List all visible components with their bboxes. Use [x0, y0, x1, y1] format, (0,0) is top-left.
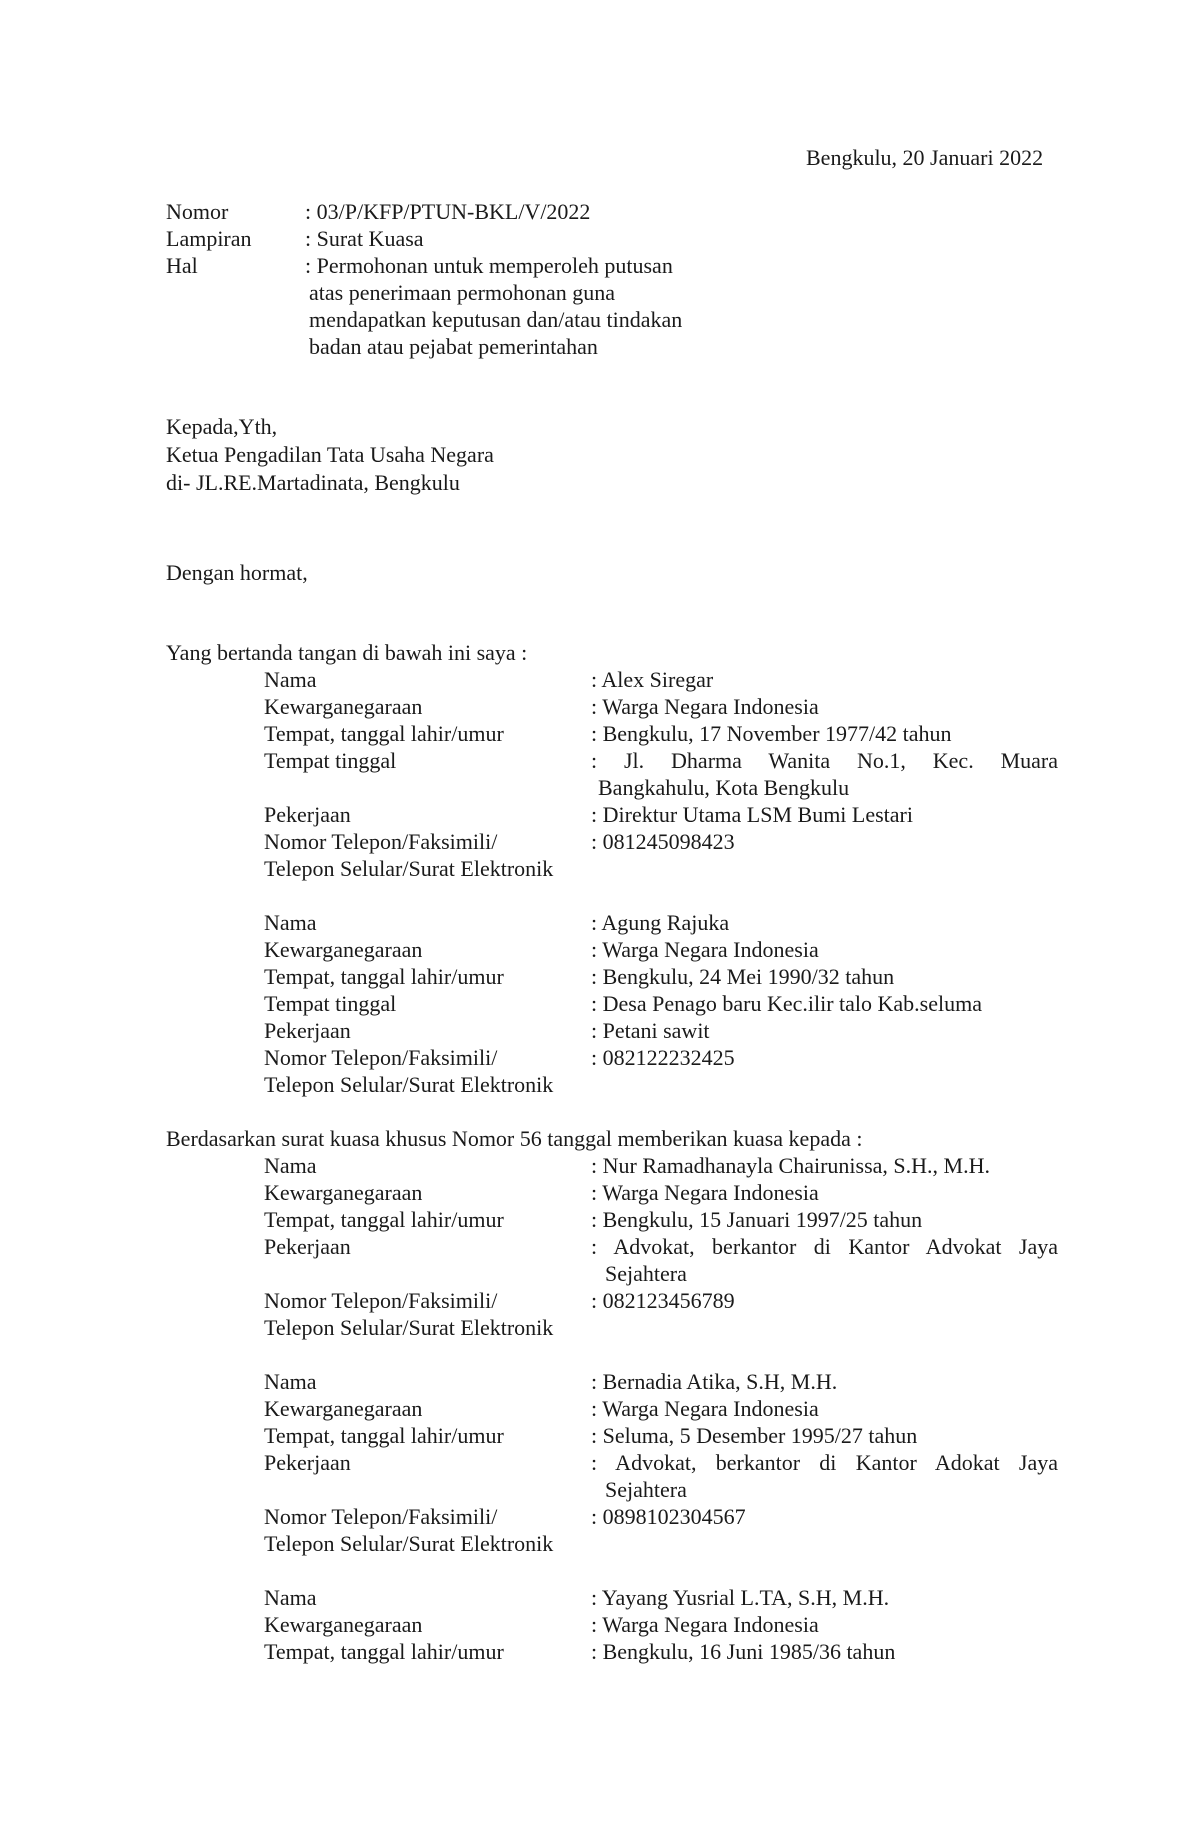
k2-kewarganegaraan-label: Kewarganegaraan — [264, 1396, 423, 1421]
k3-nama-label: Nama — [264, 1585, 317, 1610]
lampiran-label: Lampiran — [166, 226, 252, 251]
k1-kewarganegaraan-value: : Warga Negara Indonesia — [591, 1180, 819, 1205]
k1-nama-value: : Nur Ramadhanayla Chairunissa, S.H., M.H. — [591, 1153, 990, 1178]
k2-telepon-label-2: Telepon Selular/Surat Elektronik — [264, 1531, 554, 1556]
a1-pekerjaan-value: : Direktur Utama LSM Bumi Lestari — [591, 802, 913, 827]
a1-ttl-value: : Bengkulu, 17 November 1977/42 tahun — [591, 721, 952, 746]
nomor-value: : 03/P/KFP/PTUN-BKL/V/2022 — [305, 199, 591, 224]
k1-pekerjaan-value-1: : Advokat, berkantor di Kantor Advokat Jaya — [591, 1234, 1058, 1259]
hal-label: Hal — [166, 253, 198, 278]
hal-line-4: badan atau pejabat pemerintahan — [309, 334, 598, 359]
a2-nama-value: : Agung Rajuka — [591, 910, 730, 935]
k2-pekerjaan-value-2: Sejahtera — [605, 1477, 687, 1502]
a2-ttl-value: : Bengkulu, 24 Mei 1990/32 tahun — [591, 964, 895, 989]
a1-tinggal-label: Tempat tinggal — [264, 748, 397, 773]
a2-telepon-label-1: Nomor Telepon/Faksimili/ — [264, 1045, 498, 1070]
k2-telepon-value: : 0898102304567 — [591, 1504, 746, 1529]
a1-telepon-label-1: Nomor Telepon/Faksimili/ — [264, 829, 498, 854]
k3-nama-value: : Yayang Yusrial L.TA, S.H, M.H. — [591, 1585, 890, 1610]
a1-ttl-label: Tempat, tanggal lahir/umur — [264, 721, 504, 746]
hal-line-2: atas penerimaan permohonan guna — [309, 280, 616, 305]
a2-kewarganegaraan-label: Kewarganegaraan — [264, 937, 423, 962]
a1-kewarganegaraan-label: Kewarganegaraan — [264, 694, 423, 719]
intro-text: Yang bertanda tangan di bawah ini saya : — [166, 640, 528, 665]
greeting: Dengan hormat, — [166, 560, 308, 585]
k3-ttl-value: : Bengkulu, 16 Juni 1985/36 tahun — [591, 1639, 896, 1664]
a1-telepon-label-2: Telepon Selular/Surat Elektronik — [264, 856, 554, 881]
a1-tinggal-value-1: : Jl. Dharma Wanita No.1, Kec. Muara — [591, 748, 1058, 773]
hal-line-3: mendapatkan keputusan dan/atau tindakan — [309, 307, 683, 332]
k1-kewarganegaraan-label: Kewarganegaraan — [264, 1180, 423, 1205]
k2-kewarganegaraan-value: : Warga Negara Indonesia — [591, 1396, 819, 1421]
hal-line-1: : Permohonan untuk memperoleh putusan — [305, 253, 673, 278]
a2-pekerjaan-value: : Petani sawit — [591, 1018, 710, 1043]
k2-ttl-label: Tempat, tanggal lahir/umur — [264, 1423, 504, 1448]
k1-telepon-label-1: Nomor Telepon/Faksimili/ — [264, 1288, 498, 1313]
k1-nama-label: Nama — [264, 1153, 317, 1178]
a1-nama-value: : Alex Siregar — [591, 667, 714, 692]
a1-pekerjaan-label: Pekerjaan — [264, 802, 351, 827]
lampiran-value: : Surat Kuasa — [305, 226, 424, 251]
a2-telepon-label-2: Telepon Selular/Surat Elektronik — [264, 1072, 554, 1097]
k3-kewarganegaraan-label: Kewarganegaraan — [264, 1612, 423, 1637]
a2-kewarganegaraan-value: : Warga Negara Indonesia — [591, 937, 819, 962]
a1-tinggal-value-2: Bangkahulu, Kota Bengkulu — [598, 775, 850, 800]
recipient-line-1: Kepada,Yth, — [166, 414, 278, 439]
k2-pekerjaan-value-1: : Advokat, berkantor di Kantor Adokat Jaya — [591, 1450, 1058, 1475]
a2-ttl-label: Tempat, tanggal lahir/umur — [264, 964, 504, 989]
a1-nama-label: Nama — [264, 667, 317, 692]
k2-telepon-label-1: Nomor Telepon/Faksimili/ — [264, 1504, 498, 1529]
k1-ttl-value: : Bengkulu, 15 Januari 1997/25 tahun — [591, 1207, 923, 1232]
k2-nama-label: Nama — [264, 1369, 317, 1394]
date-line: Bengkulu, 20 Januari 2022 — [806, 145, 1044, 170]
a2-tinggal-label: Tempat tinggal — [264, 991, 397, 1016]
k3-ttl-label: Tempat, tanggal lahir/umur — [264, 1639, 504, 1664]
a2-pekerjaan-label: Pekerjaan — [264, 1018, 351, 1043]
k3-kewarganegaraan-value: : Warga Negara Indonesia — [591, 1612, 819, 1637]
k1-ttl-label: Tempat, tanggal lahir/umur — [264, 1207, 504, 1232]
a2-tinggal-value: : Desa Penago baru Kec.ilir talo Kab.seluma — [591, 991, 982, 1016]
recipient-line-3: di- JL.RE.Martadinata, Bengkulu — [166, 470, 460, 495]
kuasa-intro: Berdasarkan surat kuasa khusus Nomor 56 tanggal memberikan kuasa kepada : — [166, 1126, 863, 1151]
k2-pekerjaan-label: Pekerjaan — [264, 1450, 351, 1475]
k1-telepon-value: : 082123456789 — [591, 1288, 735, 1313]
a2-nama-label: Nama — [264, 910, 317, 935]
recipient-line-2: Ketua Pengadilan Tata Usaha Negara — [166, 442, 494, 467]
k1-telepon-label-2: Telepon Selular/Surat Elektronik — [264, 1315, 554, 1340]
a2-telepon-value: : 082122232425 — [591, 1045, 735, 1070]
k2-ttl-value: : Seluma, 5 Desember 1995/27 tahun — [591, 1423, 918, 1448]
a1-telepon-value: : 081245098423 — [591, 829, 735, 854]
k2-nama-value: : Bernadia Atika, S.H, M.H. — [591, 1369, 838, 1394]
k1-pekerjaan-label: Pekerjaan — [264, 1234, 351, 1259]
k1-pekerjaan-value-2: Sejahtera — [605, 1261, 687, 1286]
a1-kewarganegaraan-value: : Warga Negara Indonesia — [591, 694, 819, 719]
nomor-label: Nomor — [166, 199, 229, 224]
